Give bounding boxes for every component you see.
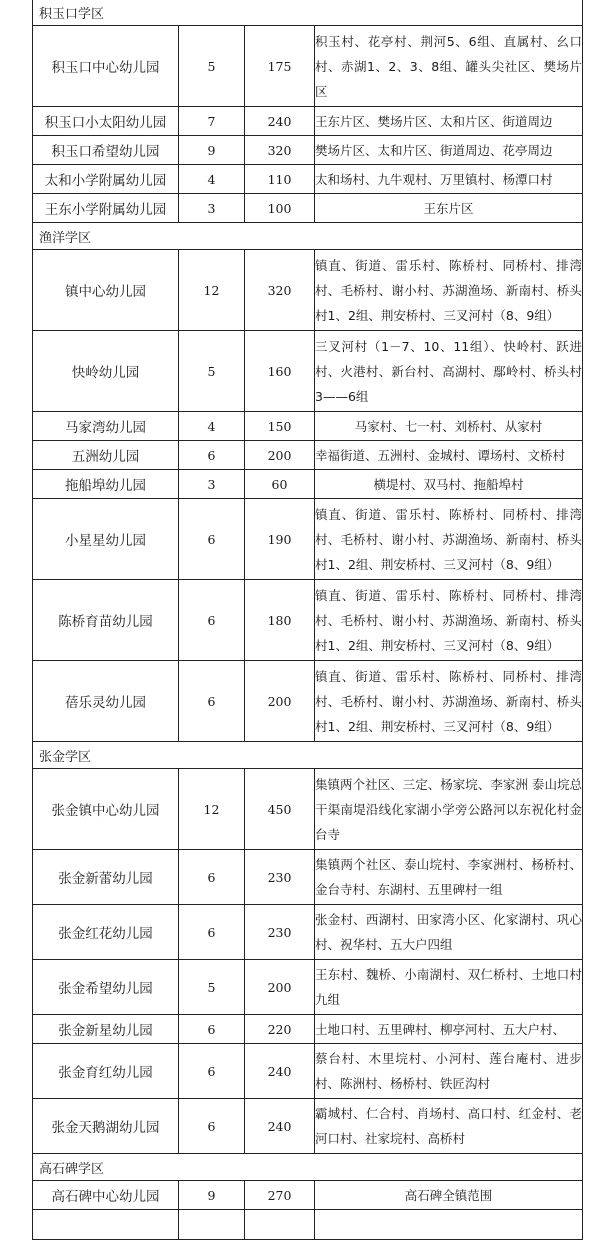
- service-area: 镇直、街道、雷乐村、陈桥村、同桥村、排湾村、毛桥村、谢小村、苏湖渔场、新南村、桥头村1、2组、荆安桥村、三叉河村（8、9组）: [315, 499, 583, 580]
- class-count: 5: [179, 331, 245, 412]
- service-area: 张金村、西湖村、田家湾小区、化家湖村、巩心村、祝华村、五大户四组: [315, 905, 583, 960]
- table-body: [33, 0, 583, 1240]
- service-area: 高石碑全镇范围: [315, 1181, 583, 1210]
- table-row: [33, 165, 583, 194]
- service-area: 太和场村、九牛观村、万里镇村、杨潭口村: [315, 165, 583, 194]
- table-row: [33, 1210, 583, 1240]
- service-area: 土地口村、五里碑村、柳亭河村、五大户村、: [315, 1015, 583, 1044]
- kindergarten-name: 五洲幼儿园: [33, 441, 179, 470]
- district-name: 高石碑学区: [33, 1154, 583, 1181]
- table-row: [33, 26, 583, 107]
- class-count: 3: [179, 470, 245, 499]
- service-area: 樊场片区、太和片区、街道周边、花亭周边: [315, 136, 583, 165]
- enrollment-capacity: 200: [245, 441, 315, 470]
- table-row: [33, 136, 583, 165]
- table-row: [33, 850, 583, 905]
- kindergarten-name: 蓓乐灵幼儿园: [33, 661, 179, 742]
- table-row: [33, 905, 583, 960]
- service-area: 横堤村、双马村、拖船埠村: [315, 470, 583, 499]
- table-row: [33, 1044, 583, 1099]
- class-count: 6: [179, 1099, 245, 1154]
- table-row: [33, 1181, 583, 1210]
- enrollment-capacity: 240: [245, 1044, 315, 1099]
- table-row: [33, 499, 583, 580]
- service-area: 幸福街道、五洲村、金城村、谭场村、文桥村: [315, 441, 583, 470]
- kindergarten-name: 王东小学附属幼儿园: [33, 194, 179, 223]
- table-row: [33, 441, 583, 470]
- class-count: 3: [179, 194, 245, 223]
- class-count: 6: [179, 850, 245, 905]
- table-row: [33, 580, 583, 661]
- enrollment-capacity: 100: [245, 194, 315, 223]
- class-count: 12: [179, 769, 245, 850]
- enrollment-capacity: 60: [245, 470, 315, 499]
- kindergarten-name: 张金镇中心幼儿园: [33, 769, 179, 850]
- kindergarten-name: 快岭幼儿园: [33, 331, 179, 412]
- enrollment-capacity: 230: [245, 905, 315, 960]
- kindergarten-name: 张金育红幼儿园: [33, 1044, 179, 1099]
- service-area: 镇直、街道、雷乐村、陈桥村、同桥村、排湾村、毛桥村、谢小村、苏湖渔场、新南村、桥头村1、2组、荆安桥村、三叉河村（8、9组）: [315, 250, 583, 331]
- class-count: 6: [179, 499, 245, 580]
- class-count: 4: [179, 165, 245, 194]
- class-count: 9: [179, 1181, 245, 1210]
- class-count: 6: [179, 580, 245, 661]
- enrollment-capacity: [245, 1210, 315, 1240]
- kindergarten-name: 拖船埠幼儿园: [33, 470, 179, 499]
- enrollment-capacity: 270: [245, 1181, 315, 1210]
- kindergarten-name: 镇中心幼儿园: [33, 250, 179, 331]
- enrollment-capacity: 240: [245, 1099, 315, 1154]
- kindergarten-name: [33, 1210, 179, 1240]
- enrollment-capacity: 240: [245, 107, 315, 136]
- district-header-row: [33, 223, 583, 250]
- kindergarten-name: 张金红花幼儿园: [33, 905, 179, 960]
- kindergarten-name: 高石碑中心幼儿园: [33, 1181, 179, 1210]
- enrollment-capacity: 175: [245, 26, 315, 107]
- class-count: 5: [179, 960, 245, 1015]
- kindergarten-name: 积玉口中心幼儿园: [33, 26, 179, 107]
- enrollment-capacity: 220: [245, 1015, 315, 1044]
- district-header-row: [33, 0, 583, 26]
- service-area: 王东村、魏桥、小南湖村、双仁桥村、土地口村九组: [315, 960, 583, 1015]
- table-row: [33, 194, 583, 223]
- service-area: 王东片区: [315, 194, 583, 223]
- table-row: [33, 412, 583, 441]
- class-count: 4: [179, 412, 245, 441]
- class-count: 6: [179, 661, 245, 742]
- service-area: 镇直、街道、雷乐村、陈桥村、同桥村、排湾村、毛桥村、谢小村、苏湖渔场、新南村、桥头村1、2组、荆安桥村、三叉河村（8、9组）: [315, 661, 583, 742]
- enrollment-capacity: 110: [245, 165, 315, 194]
- district-header-row: [33, 742, 583, 769]
- table-row: [33, 1015, 583, 1044]
- service-area: 镇直、街道、雷乐村、陈桥村、同桥村、排湾村、毛桥村、谢小村、苏湖渔场、新南村、桥头村1、2组、荆安桥村、三叉河村（8、9组）: [315, 580, 583, 661]
- table-row: [33, 250, 583, 331]
- enrollment-capacity: 200: [245, 960, 315, 1015]
- enrollment-capacity: 320: [245, 136, 315, 165]
- service-area: 集镇两个社区、三定、杨家垸、李家洲 泰山垸总干渠南堤沿线化家湖小学旁公路河以东祝化村金台寺: [315, 769, 583, 850]
- table-row: [33, 470, 583, 499]
- service-area: 三叉河村（1－7、10、11组）、快岭村、跃进村、火港村、新台村、高湖村、鄢岭村、桥头村3——6组: [315, 331, 583, 412]
- table-row: [33, 661, 583, 742]
- district-name: 渔洋学区: [33, 223, 583, 250]
- enrollment-capacity: 180: [245, 580, 315, 661]
- class-count: 6: [179, 1015, 245, 1044]
- class-count: [179, 1210, 245, 1240]
- enrollment-capacity: 450: [245, 769, 315, 850]
- kindergarten-name: 太和小学附属幼儿园: [33, 165, 179, 194]
- service-area: [315, 1210, 583, 1240]
- kindergarten-name: 张金希望幼儿园: [33, 960, 179, 1015]
- service-area: 蔡台村、木里垸村、小河村、莲台庵村、进步村、陈洲村、杨桥村、铁匠沟村: [315, 1044, 583, 1099]
- enrollment-capacity: 150: [245, 412, 315, 441]
- class-count: 12: [179, 250, 245, 331]
- class-count: 9: [179, 136, 245, 165]
- class-count: 6: [179, 441, 245, 470]
- kindergarten-name: 积玉口希望幼儿园: [33, 136, 179, 165]
- kindergarten-enrollment-table: [32, 0, 583, 1240]
- table-row: [33, 331, 583, 412]
- service-area: 积玉村、花亭村、荆河5、6组、直属村、幺口村、赤湖1、2、3、8组、罐头尖社区、樊场片区: [315, 26, 583, 107]
- class-count: 6: [179, 1044, 245, 1099]
- kindergarten-name: 张金新蕾幼儿园: [33, 850, 179, 905]
- kindergarten-name: 小星星幼儿园: [33, 499, 179, 580]
- class-count: 5: [179, 26, 245, 107]
- district-name: 积玉口学区: [33, 0, 583, 26]
- enrollment-capacity: 200: [245, 661, 315, 742]
- district-header-row: [33, 1154, 583, 1181]
- enrollment-capacity: 230: [245, 850, 315, 905]
- class-count: 6: [179, 905, 245, 960]
- kindergarten-name: 陈桥育苗幼儿园: [33, 580, 179, 661]
- table-row: [33, 107, 583, 136]
- service-area: 霸城村、仁合村、肖场村、高口村、红金村、老河口村、社家垸村、高桥村: [315, 1099, 583, 1154]
- enrollment-capacity: 320: [245, 250, 315, 331]
- kindergarten-name: 张金新星幼儿园: [33, 1015, 179, 1044]
- kindergarten-name: 张金天鹅湖幼儿园: [33, 1099, 179, 1154]
- table-row: [33, 769, 583, 850]
- service-area: 王东片区、樊场片区、太和片区、街道周边: [315, 107, 583, 136]
- kindergarten-name: 马家湾幼儿园: [33, 412, 179, 441]
- class-count: 7: [179, 107, 245, 136]
- kindergarten-name: 积玉口小太阳幼儿园: [33, 107, 179, 136]
- table-row: [33, 1099, 583, 1154]
- service-area: 马家村、七一村、刘桥村、从家村: [315, 412, 583, 441]
- table-row: [33, 960, 583, 1015]
- district-name: 张金学区: [33, 742, 583, 769]
- enrollment-capacity: 190: [245, 499, 315, 580]
- enrollment-capacity: 160: [245, 331, 315, 412]
- service-area: 集镇两个社区、泰山垸村、李家洲村、杨桥村、金台寺村、东湖村、五里碑村一组: [315, 850, 583, 905]
